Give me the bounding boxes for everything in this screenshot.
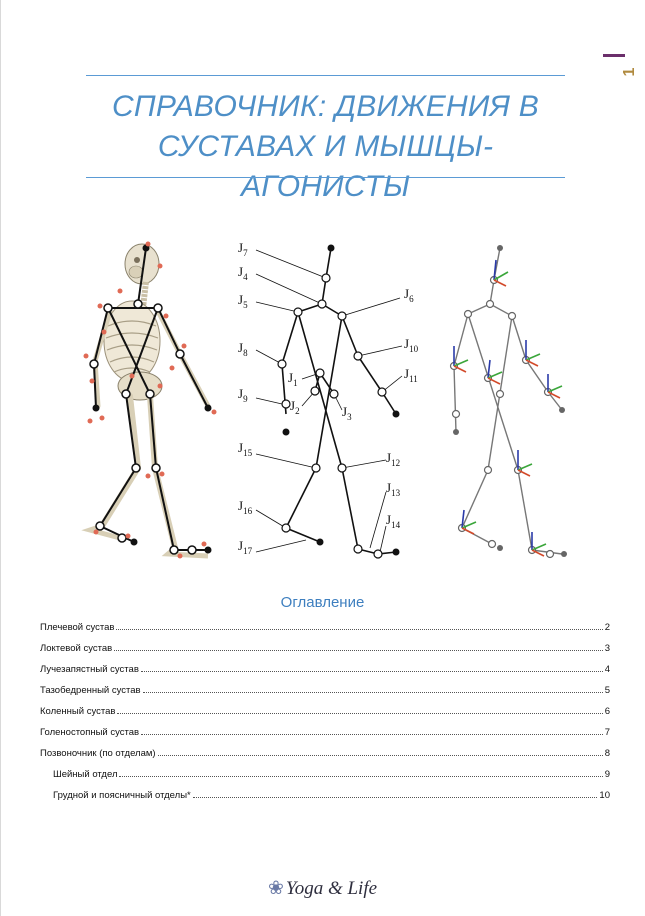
- toc-entry-page: 2: [604, 622, 610, 633]
- toc-entry-label: Плечевой сустав: [40, 622, 115, 633]
- toc-entry-label: Позвоночник (по отделам): [40, 748, 156, 759]
- joint-label-J14: $J_{14}$: [386, 512, 401, 530]
- toc-leader-dots: [141, 671, 603, 672]
- toc-entry-elbow[interactable]: [40, 633, 610, 654]
- toc-entry-page: 5: [604, 685, 610, 696]
- joint-label-J8: $J_8$: [238, 340, 248, 358]
- toc-entry-label: Голеностопный сустав: [40, 727, 140, 738]
- toc-leader-dots: [114, 650, 603, 651]
- joint-label-J5: $J_5$: [238, 292, 248, 310]
- toc-leader-dots: [158, 755, 603, 756]
- toc-entry-page: 4: [604, 664, 610, 675]
- toc-entry-label: Локтевой сустав: [40, 643, 113, 654]
- title-bottom-rule: [86, 177, 565, 178]
- toc-leader-dots: [117, 713, 602, 714]
- toc-entry-ankle[interactable]: [40, 717, 610, 738]
- title-line-1: СПРАВОЧНИК: ДВИЖЕНИЯ В: [112, 90, 539, 123]
- joint-label-J11: $J_{11}$: [404, 366, 418, 384]
- joint-label-J16: $J_{16}$: [238, 498, 253, 516]
- page-border: [0, 0, 1, 916]
- toc-entry-cervical[interactable]: [40, 759, 610, 780]
- toc-entry-label: Тазобедренный сустав: [40, 685, 141, 696]
- page-tab: [603, 0, 645, 110]
- skeleton-figure: [80, 236, 610, 576]
- toc-entry-page: 6: [604, 706, 610, 717]
- toc-entry-label: Лучезапястный сустав: [40, 664, 139, 675]
- footer-logo-text: Yoga & Life: [285, 878, 378, 899]
- joint-label-J9: $J_9$: [238, 386, 248, 404]
- page-number: 1: [621, 67, 638, 77]
- toc-heading: Оглавление: [280, 594, 365, 611]
- joint-label-J10: $J_{10}$: [404, 336, 419, 354]
- toc-entry-knee[interactable]: [40, 696, 610, 717]
- joint-label-J3: $J_3$: [342, 404, 352, 422]
- joint-label-J4: $J_4$: [238, 264, 248, 282]
- toc-entry-spine[interactable]: [40, 738, 610, 759]
- toc-leader-dots: [143, 692, 603, 693]
- toc-entry-label: Грудной и поясничный отделы*: [53, 790, 191, 801]
- toc-entry-label: Шейный отдел: [53, 769, 118, 780]
- toc-entry-hip[interactable]: [40, 675, 610, 696]
- joint-label-J2: $J_2$: [290, 398, 300, 416]
- skeleton-illustration: [84, 242, 217, 559]
- toc-leader-dots: [116, 629, 602, 630]
- title-top-rule: [86, 75, 565, 76]
- toc-leader-dots: [193, 797, 598, 798]
- joint-label-J17: $J_{17}$: [238, 538, 253, 556]
- joint-label-J7: $J_7$: [238, 240, 248, 258]
- toc-entry-page: 8: [604, 748, 610, 759]
- table-of-contents: [40, 612, 610, 801]
- toc-entry-shoulder[interactable]: [40, 612, 610, 633]
- joint-label-J13: $J_{13}$: [386, 480, 401, 498]
- toc-leader-dots: [141, 734, 603, 735]
- footer-logo: [0, 877, 645, 900]
- stick-figure: [238, 240, 419, 558]
- toc-entry-page: 7: [604, 727, 610, 738]
- joint-label-J15: $J_{15}$: [238, 440, 253, 458]
- toc-entry-label: Коленный сустав: [40, 706, 116, 717]
- toc-entry-thoracic-lumbar[interactable]: [40, 780, 610, 801]
- title-line-2: СУСТАВАХ И МЫШЦЫ-АГОНИСТЫ: [157, 130, 494, 203]
- axis-model: [451, 245, 568, 558]
- joint-label-J1: $J_1$: [288, 370, 298, 388]
- joint-label-J12: $J_{12}$: [386, 450, 401, 468]
- toc-entry-wrist[interactable]: [40, 654, 610, 675]
- toc-entry-page: 9: [604, 769, 610, 780]
- toc-entry-page: 3: [604, 643, 610, 654]
- toc-leader-dots: [119, 776, 602, 777]
- toc-entry-page: 10: [599, 790, 610, 801]
- joint-label-J6: $J_6$: [404, 286, 414, 304]
- page-tab-accent: [603, 54, 625, 57]
- page-title: [86, 87, 565, 207]
- lotus-icon: ❀: [267, 878, 284, 899]
